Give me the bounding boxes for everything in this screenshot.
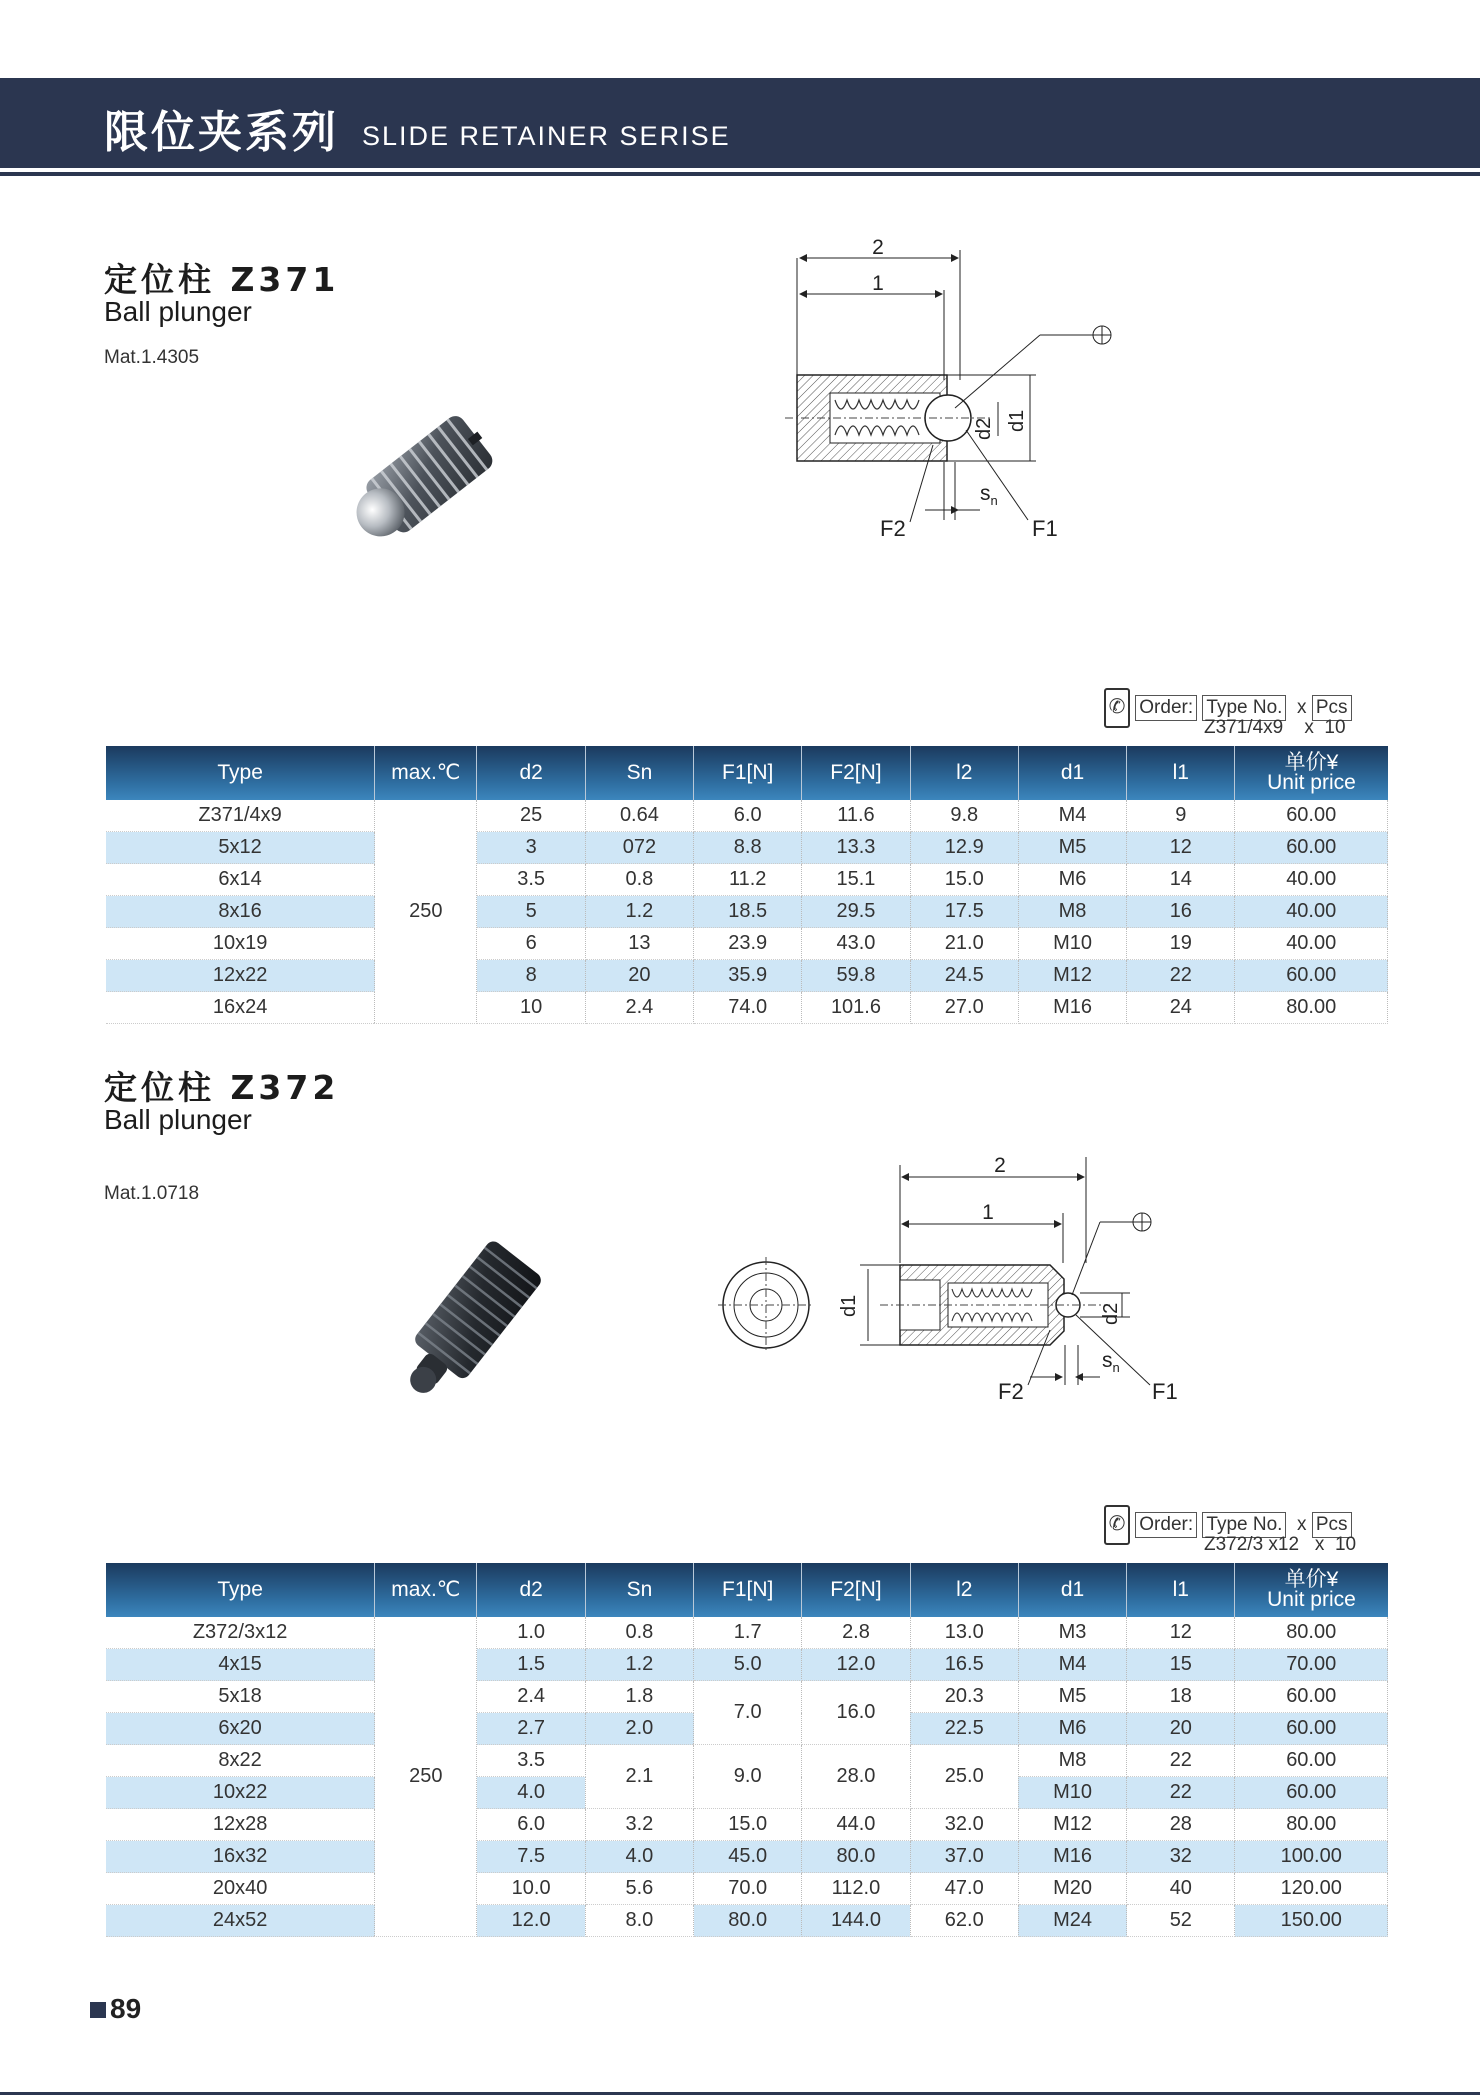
- cell-l2: 62.0: [910, 1905, 1018, 1937]
- cell-f1: 35.9: [694, 960, 802, 992]
- cell-f1: 74.0: [694, 992, 802, 1024]
- table-row: [106, 864, 1388, 896]
- cell-d1: M10: [1018, 928, 1126, 960]
- section1-title: 定位柱 Z371: [104, 260, 340, 299]
- cell-f2: 13.3: [802, 832, 910, 864]
- cell-max-temp: 250: [375, 800, 477, 1024]
- cell-d1: M8: [1018, 896, 1126, 928]
- cell-d1: M16: [1018, 1841, 1126, 1873]
- cell-l2: 16.5: [910, 1649, 1018, 1681]
- cell-price: 150.00: [1235, 1905, 1388, 1937]
- cell-l1: 16: [1127, 896, 1235, 928]
- col-f1: F1[N]: [694, 1563, 802, 1617]
- cell-d2: 10: [477, 992, 585, 1024]
- phone-icon: ✆: [1104, 688, 1130, 728]
- col-unit-price: 单价¥ Unit price: [1235, 1563, 1388, 1617]
- cell-l2: 24.5: [910, 960, 1018, 992]
- header-underline: [0, 172, 1480, 176]
- cell-d2: 12.0: [477, 1905, 585, 1937]
- table-row: [106, 1649, 1388, 1681]
- cell-price: 80.00: [1235, 992, 1388, 1024]
- cell-type: 5x12: [106, 832, 375, 864]
- cell-price: 100.00: [1235, 1841, 1388, 1873]
- cell-l1: 12: [1127, 1617, 1235, 1649]
- cell-type: 16x24: [106, 992, 375, 1024]
- col-l1: l1: [1127, 1563, 1235, 1617]
- cell-type: 6x20: [106, 1713, 375, 1745]
- table-row: [106, 992, 1388, 1024]
- table-row: [106, 1841, 1388, 1873]
- col-d2: d2: [477, 746, 585, 800]
- cell-sn: 8.0: [585, 1905, 693, 1937]
- cell-d1: M4: [1018, 1649, 1126, 1681]
- cell-type: 20x40: [106, 1873, 375, 1905]
- cell-d2: 7.5: [477, 1841, 585, 1873]
- z372-spec-table: [106, 1563, 1388, 1937]
- pcs-label: Pcs: [1312, 1512, 1352, 1538]
- drawing2-sn-label: $s_n$: [1102, 1349, 1120, 1375]
- page-number: 89: [90, 1993, 141, 2025]
- cell-sn: 5.6: [585, 1873, 693, 1905]
- cell-d1: M24: [1018, 1905, 1126, 1937]
- cell-f1: 11.2: [694, 864, 802, 896]
- cell-l1: 9: [1127, 800, 1235, 832]
- cell-f2: 44.0: [802, 1809, 910, 1841]
- cell-d2: 3.5: [477, 864, 585, 896]
- z371-spec-table: [106, 746, 1388, 1024]
- drawing1-f2-label: F2: [880, 516, 906, 541]
- cell-f2: 101.6: [802, 992, 910, 1024]
- cell-f2: 144.0: [802, 1905, 910, 1937]
- cell-l2: 32.0: [910, 1809, 1018, 1841]
- cell-d2: 5: [477, 896, 585, 928]
- cell-l2: 15.0: [910, 864, 1018, 896]
- cell-f2: 43.0: [802, 928, 910, 960]
- cell-type: 6x14: [106, 864, 375, 896]
- col-l1: l1: [1127, 746, 1235, 800]
- col-f2: F2[N]: [802, 1563, 910, 1617]
- cell-l2: 27.0: [910, 992, 1018, 1024]
- cell-d2: 6: [477, 928, 585, 960]
- cell-l1: 28: [1127, 1809, 1235, 1841]
- cell-d1: M12: [1018, 960, 1126, 992]
- table-row: [106, 928, 1388, 960]
- z372-technical-drawing: [710, 1145, 1178, 1415]
- cell-f2: 16.0: [802, 1681, 910, 1745]
- cell-d1: M3: [1018, 1617, 1126, 1649]
- col-d2: d2: [477, 1563, 585, 1617]
- cell-d2: 6.0: [477, 1809, 585, 1841]
- order-x: x: [1297, 697, 1307, 718]
- cell-sn: 0.64: [585, 800, 693, 832]
- cell-d2: 2.4: [477, 1681, 585, 1713]
- section1-order-example: Z371/4x9 x 10: [1204, 717, 1346, 738]
- cell-f2: 12.0: [802, 1649, 910, 1681]
- table-row: [106, 1873, 1388, 1905]
- table-row: [106, 800, 1388, 832]
- cell-f2: 80.0: [802, 1841, 910, 1873]
- section1-subtitle: Ball plunger: [104, 296, 252, 327]
- drawing1-f1-label: F1: [1032, 516, 1058, 541]
- cell-d1: M10: [1018, 1777, 1126, 1809]
- drawing1-dim-2: 2: [872, 236, 884, 259]
- phone-icon: ✆: [1104, 1505, 1130, 1545]
- col-l2: l2: [910, 746, 1018, 800]
- section2-order-example: Z372/3 x12 x 10: [1204, 1534, 1357, 1555]
- cell-f1: 7.0: [694, 1681, 802, 1745]
- cell-type: 10x22: [106, 1777, 375, 1809]
- cell-l1: 24: [1127, 992, 1235, 1024]
- cell-l1: 15: [1127, 1649, 1235, 1681]
- drawing1-dim-1: 1: [872, 272, 884, 295]
- cell-l1: 20: [1127, 1713, 1235, 1745]
- cell-f2: 2.8: [802, 1617, 910, 1649]
- cell-d2: 4.0: [477, 1777, 585, 1809]
- cell-l1: 22: [1127, 1745, 1235, 1777]
- table-row: [106, 1745, 1388, 1777]
- section2-material: Mat.1.0718: [104, 1183, 200, 1204]
- cell-d1: M12: [1018, 1809, 1126, 1841]
- cell-price: 120.00: [1235, 1873, 1388, 1905]
- order-label: Order:: [1135, 695, 1197, 721]
- drawing2-f2-label: F2: [998, 1379, 1024, 1404]
- cell-price: 60.00: [1235, 832, 1388, 864]
- cell-d2: 2.7: [477, 1713, 585, 1745]
- cell-l1: 19: [1127, 928, 1235, 960]
- cell-type: 12x28: [106, 1809, 375, 1841]
- cell-f1: 9.0: [694, 1745, 802, 1809]
- table-row: [106, 1905, 1388, 1937]
- table-row: [106, 832, 1388, 864]
- cell-l2: 20.3: [910, 1681, 1018, 1713]
- cell-type: 8x16: [106, 896, 375, 928]
- drawing2-f1-label: F1: [1152, 1379, 1178, 1404]
- cell-l1: 32: [1127, 1841, 1235, 1873]
- cell-d1: M16: [1018, 992, 1126, 1024]
- cell-d2: 1.0: [477, 1617, 585, 1649]
- cell-f2: 29.5: [802, 896, 910, 928]
- cell-d2: 3.5: [477, 1745, 585, 1777]
- cell-price: 60.00: [1235, 1745, 1388, 1777]
- cell-price: 60.00: [1235, 1713, 1388, 1745]
- col-type: Type: [106, 746, 375, 800]
- cell-l1: 18: [1127, 1681, 1235, 1713]
- col-sn: Sn: [585, 1563, 693, 1617]
- cell-l2: 25.0: [910, 1745, 1018, 1809]
- cell-d1: M20: [1018, 1873, 1126, 1905]
- cell-max-temp: 250: [375, 1617, 477, 1937]
- cell-sn: 072: [585, 832, 693, 864]
- cell-type: 8x22: [106, 1745, 375, 1777]
- cell-l1: 12: [1127, 832, 1235, 864]
- cell-f1: 8.8: [694, 832, 802, 864]
- drawing1-sn-label: $s_n$: [980, 482, 998, 508]
- col-max-temp: max.℃: [375, 746, 477, 800]
- cell-sn: 1.8: [585, 1681, 693, 1713]
- ball-plunger-z371-photo: [330, 380, 530, 570]
- cell-f1: 6.0: [694, 800, 802, 832]
- cell-type: 4x15: [106, 1649, 375, 1681]
- cell-type: 12x22: [106, 960, 375, 992]
- col-d1: d1: [1018, 746, 1126, 800]
- cell-price: 60.00: [1235, 960, 1388, 992]
- table-row: [106, 1809, 1388, 1841]
- type-no-label: Type No.: [1202, 1512, 1286, 1538]
- col-sn: Sn: [585, 746, 693, 800]
- cell-d2: 3: [477, 832, 585, 864]
- cell-l2: 12.9: [910, 832, 1018, 864]
- cell-type: 5x18: [106, 1681, 375, 1713]
- cell-f1: 18.5: [694, 896, 802, 928]
- table-row: [106, 896, 1388, 928]
- table-row: [106, 1617, 1388, 1649]
- cell-l2: 47.0: [910, 1873, 1018, 1905]
- page-title-cn: 限位夹系列: [104, 107, 339, 158]
- cell-d2: 8: [477, 960, 585, 992]
- cell-sn: 1.2: [585, 896, 693, 928]
- col-f2: F2[N]: [802, 746, 910, 800]
- cell-price: 60.00: [1235, 1681, 1388, 1713]
- cell-sn: 2.4: [585, 992, 693, 1024]
- cell-l1: 22: [1127, 1777, 1235, 1809]
- cell-type: 16x32: [106, 1841, 375, 1873]
- cell-f2: 28.0: [802, 1745, 910, 1809]
- cell-d2: 10.0: [477, 1873, 585, 1905]
- cell-price: 80.00: [1235, 1809, 1388, 1841]
- cell-l2: 22.5: [910, 1713, 1018, 1745]
- cell-sn: 1.2: [585, 1649, 693, 1681]
- cell-l1: 14: [1127, 864, 1235, 896]
- drawing2-dim-1: 1: [982, 1201, 994, 1224]
- cell-sn: 4.0: [585, 1841, 693, 1873]
- cell-f2: 15.1: [802, 864, 910, 896]
- cell-l2: 21.0: [910, 928, 1018, 960]
- cell-sn: 2.0: [585, 1713, 693, 1745]
- cell-d1: M5: [1018, 1681, 1126, 1713]
- cell-f1: 15.0: [694, 1809, 802, 1841]
- type-no-label: Type No.: [1202, 695, 1286, 721]
- cell-price: 40.00: [1235, 896, 1388, 928]
- col-max-temp: max.℃: [375, 1563, 477, 1617]
- section1-material: Mat.1.4305: [104, 347, 200, 368]
- section2-title: 定位柱 Z372: [104, 1068, 340, 1107]
- cell-l2: 9.8: [910, 800, 1018, 832]
- cell-d1: M6: [1018, 864, 1126, 896]
- table-row: [106, 960, 1388, 992]
- pcs-label: Pcs: [1312, 695, 1352, 721]
- cell-f1: 80.0: [694, 1905, 802, 1937]
- cell-l2: 13.0: [910, 1617, 1018, 1649]
- cell-price: 60.00: [1235, 1777, 1388, 1809]
- cell-sn: 3.2: [585, 1809, 693, 1841]
- cell-d1: M4: [1018, 800, 1126, 832]
- col-unit-price: 单价¥ Unit price: [1235, 746, 1388, 800]
- cell-l2: 17.5: [910, 896, 1018, 928]
- cell-sn: 0.8: [585, 1617, 693, 1649]
- cell-f1: 70.0: [694, 1873, 802, 1905]
- cell-f2: 112.0: [802, 1873, 910, 1905]
- order-x: x: [1297, 1514, 1307, 1535]
- cell-sn: 2.1: [585, 1745, 693, 1809]
- page-title-en: SLIDE RETAINER SERISE: [362, 121, 731, 151]
- z371-technical-drawing: [780, 230, 1140, 550]
- cell-type: Z372/3x12: [106, 1617, 375, 1649]
- cell-type: 24x52: [106, 1905, 375, 1937]
- drawing1-d1-label: d1: [1006, 409, 1028, 432]
- cell-sn: 20: [585, 960, 693, 992]
- cell-price: 80.00: [1235, 1617, 1388, 1649]
- order-label: Order:: [1135, 1512, 1197, 1538]
- cell-type: Z371/4x9: [106, 800, 375, 832]
- col-l2: l2: [910, 1563, 1018, 1617]
- table-row: [106, 1681, 1388, 1713]
- cell-f1: 5.0: [694, 1649, 802, 1681]
- cell-l2: 37.0: [910, 1841, 1018, 1873]
- cell-sn: 0.8: [585, 864, 693, 896]
- cell-f1: 45.0: [694, 1841, 802, 1873]
- drawing1-d2-label: d2: [973, 417, 995, 440]
- cell-price: 60.00: [1235, 800, 1388, 832]
- cell-d2: 1.5: [477, 1649, 585, 1681]
- cell-l1: 52: [1127, 1905, 1235, 1937]
- ball-plunger-z372-photo: [370, 1225, 570, 1415]
- cell-d1: M8: [1018, 1745, 1126, 1777]
- cell-price: 40.00: [1235, 928, 1388, 960]
- cell-price: 40.00: [1235, 864, 1388, 896]
- col-d1: d1: [1018, 1563, 1126, 1617]
- cell-d2: 25: [477, 800, 585, 832]
- cell-f2: 11.6: [802, 800, 910, 832]
- drawing2-d2-label: d2: [1100, 1302, 1122, 1325]
- cell-sn: 13: [585, 928, 693, 960]
- cell-price: 70.00: [1235, 1649, 1388, 1681]
- cell-type: 10x19: [106, 928, 375, 960]
- col-type: Type: [106, 1563, 375, 1617]
- cell-d1: M5: [1018, 832, 1126, 864]
- col-f1: F1[N]: [694, 746, 802, 800]
- cell-f2: 59.8: [802, 960, 910, 992]
- cell-d1: M6: [1018, 1713, 1126, 1745]
- drawing2-dim-2: 2: [994, 1154, 1006, 1177]
- cell-l1: 40: [1127, 1873, 1235, 1905]
- cell-l1: 22: [1127, 960, 1235, 992]
- drawing2-d1-label: d1: [838, 1294, 860, 1317]
- cell-f1: 23.9: [694, 928, 802, 960]
- section2-subtitle: Ball plunger: [104, 1104, 252, 1135]
- cell-f1: 1.7: [694, 1617, 802, 1649]
